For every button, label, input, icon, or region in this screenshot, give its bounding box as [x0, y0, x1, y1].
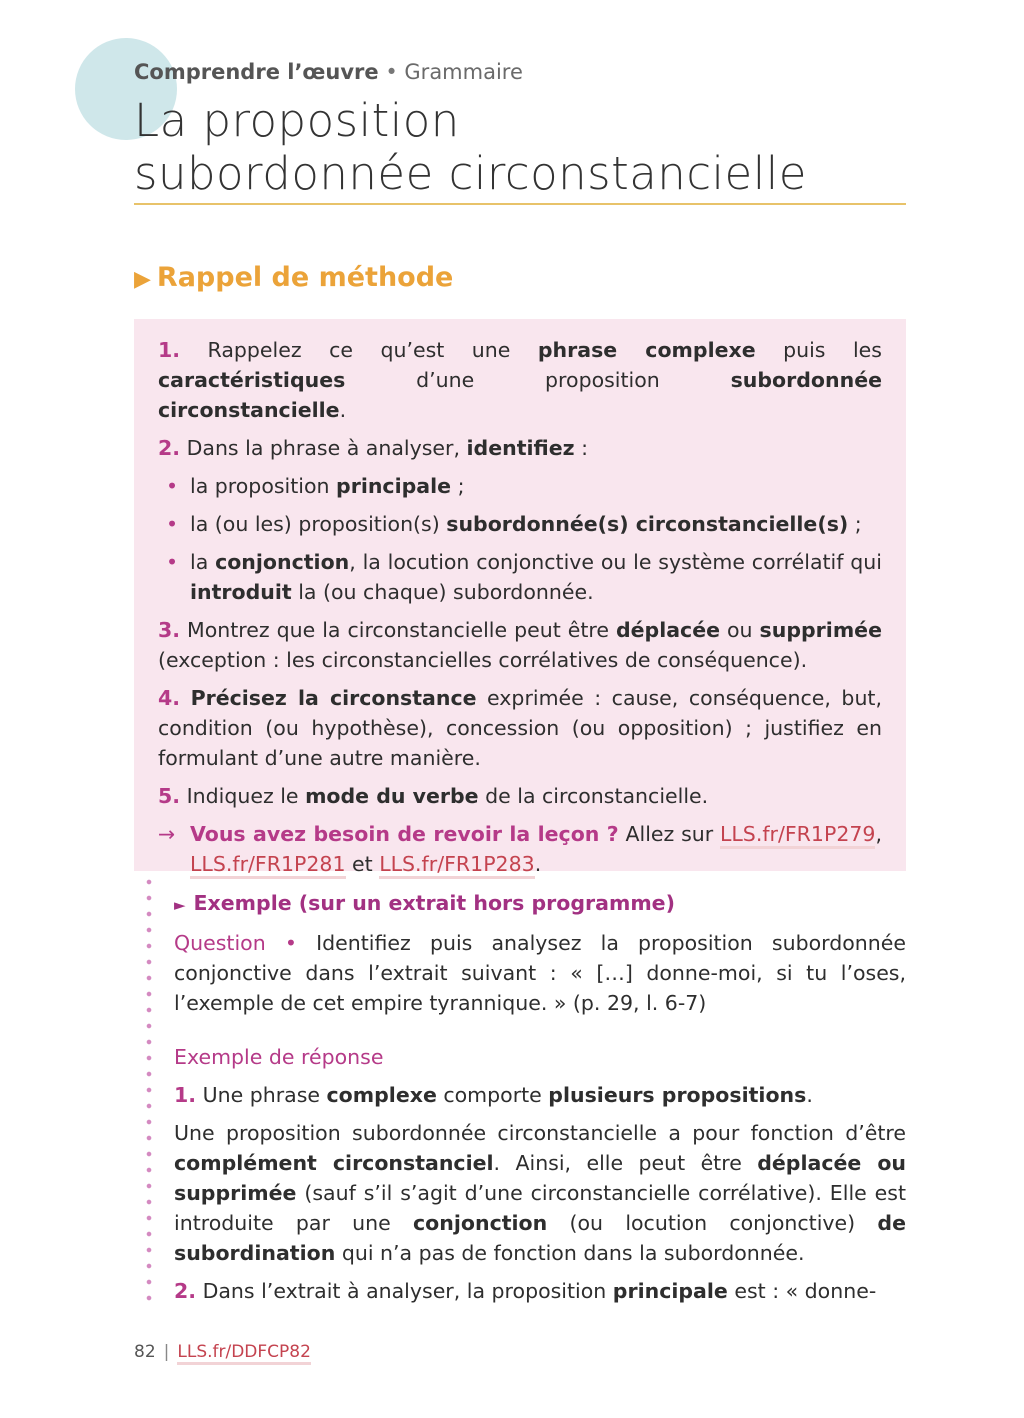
- page-number: 82: [134, 1342, 156, 1362]
- question-text: Identifiez puis analysez la proposition subordonnée conjonctive dans l’extrait suivant : « […] donne-moi, si tu l’oses, l’exemple de cet empire tyrannique. » (p. 29, l. 6-7): [174, 931, 906, 1015]
- breadcrumb: [134, 58, 906, 86]
- lesson-help-question: Vous avez besoin de revoir la leçon ?: [190, 822, 619, 846]
- breadcrumb-separator: •: [385, 60, 398, 84]
- section-title: Rappel de méthode: [156, 262, 454, 293]
- lesson-link-3[interactable]: LLS.fr/FR1P283: [379, 852, 535, 879]
- bullet-icon: •: [166, 474, 179, 498]
- page-header: [134, 58, 906, 200]
- method-step-2: 2. Dans la phrase à analyser, identifiez :: [158, 436, 588, 460]
- method-content: [158, 335, 882, 879]
- method-step-1: 1. Rappelez ce qu’est une phrase complexe puis les caractéristiques d’une proposition subordonnée circonstancielle.: [158, 338, 882, 422]
- lesson-link-2[interactable]: LLS.fr/FR1P281: [190, 852, 346, 879]
- answer-step-1: 1. Une phrase complexe comporte plusieurs propositions.: [174, 1083, 813, 1107]
- answer-label: Exemple de réponse: [174, 1045, 384, 1069]
- page-title-line-2: subordonnée circonstancielle: [134, 147, 807, 200]
- lesson-link-1[interactable]: LLS.fr/FR1P279: [720, 822, 876, 849]
- bullet-icon: •: [166, 550, 179, 574]
- method-box: [134, 319, 906, 876]
- question-label: Question: [174, 931, 266, 955]
- method-bullet-principale: • la proposition principale ;: [166, 471, 882, 501]
- method-step-4: 4. Précisez la circonstance exprimée : cause, conséquence, but, condition (ou hypothèse), concession (ou opposition) ; justifiez en formulant d’une autre manière.: [158, 686, 882, 770]
- method-step-3: 3. Montrez que la circonstancielle peut être déplacée ou supprimée (exception : les circonstancielles corrélatives de conséquence).: [158, 618, 882, 672]
- section-heading: [134, 262, 453, 293]
- triangle-icon: ►: [174, 896, 186, 914]
- example-section: [174, 888, 906, 1314]
- page-title-line-1: La proposition: [134, 94, 460, 147]
- answer-step-2: 2. Dans l’extrait à analyser, la proposition principale est : « donne-: [174, 1279, 877, 1303]
- bullet-icon: •: [166, 512, 179, 536]
- breadcrumb-section: Comprendre l’œuvre: [134, 60, 379, 84]
- answer-paragraph: Une proposition subordonnée circonstancielle a pour fonction d’être complément circonstanciel. Ainsi, elle peut être déplacée ou supprimée (sauf s’il s’agit d’une circonstancielle corrélative). Elle est introduite par une conjonction (ou locution conjonctive) de subordination qui n’a pas de fonction dans la subordonnée.: [174, 1121, 906, 1265]
- method-bullet-subordonnee: • la (ou les) proposition(s) subordonnée(s) circonstancielle(s) ;: [166, 509, 882, 539]
- method-bullet-conjonction: • la conjonction, la locution conjonctive ou le système corrélatif qui introduit la (ou chaque) subordonnée.: [166, 547, 882, 607]
- example-title: ► Exemple (sur un extrait hors programme): [174, 891, 675, 915]
- page-footer: [134, 1342, 311, 1362]
- page-title: [134, 94, 906, 200]
- footer-separator: |: [163, 1342, 170, 1362]
- title-divider: [134, 203, 906, 205]
- method-step-5: 5. Indiquez le mode du verbe de la circonstancielle.: [158, 784, 709, 808]
- footer-link[interactable]: LLS.fr/DDFCP82: [177, 1342, 311, 1365]
- dotted-margin-line: [146, 874, 152, 1304]
- example-question: Question • Identifiez puis analysez la proposition subordonnée conjonctive dans l’extrait suivant : « […] donne-moi, si tu l’oses, l’exemple de cet empire tyrannique. » (p. 29, l. 6-7): [174, 931, 906, 1015]
- play-triangle-icon: ▶: [134, 267, 151, 292]
- arrow-right-icon: →: [158, 822, 176, 846]
- lesson-help: → Vous avez besoin de revoir la leçon ? Allez sur LLS.fr/FR1P279, LLS.fr/FR1P281 et LLS.fr/FR1P283.: [158, 819, 882, 879]
- breadcrumb-topic: Grammaire: [404, 60, 523, 84]
